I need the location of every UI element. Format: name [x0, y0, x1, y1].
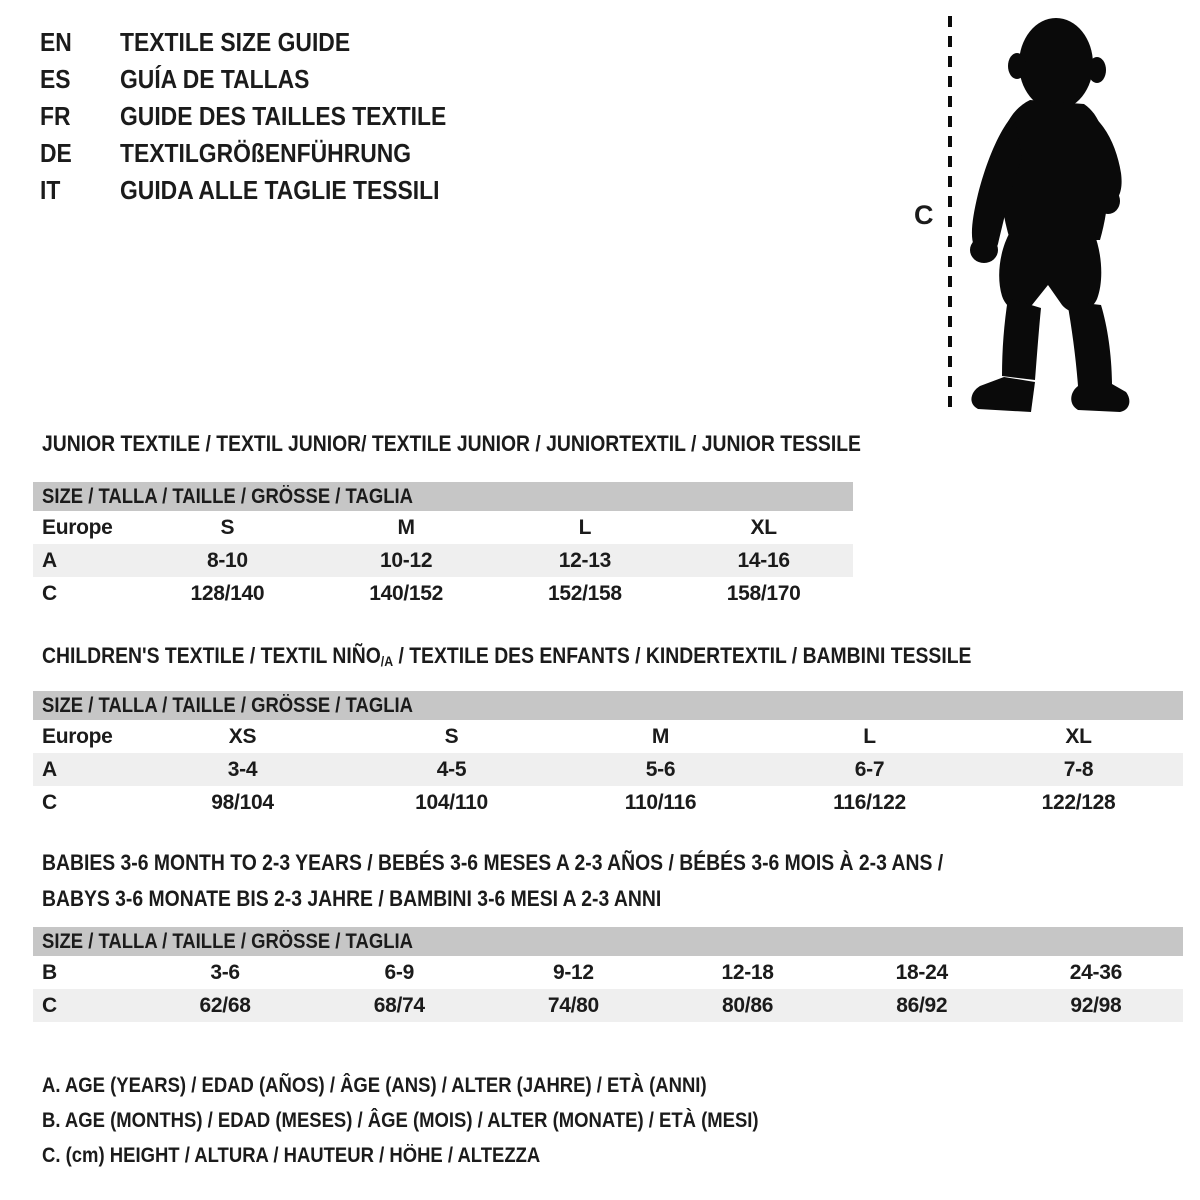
table-row — [33, 956, 1183, 989]
babies-size-table — [33, 927, 1183, 1022]
age-cell: 6-7 — [854, 757, 885, 781]
size-cell: L — [578, 515, 592, 539]
row-label: C — [42, 790, 57, 814]
legend — [42, 1068, 856, 1173]
legend-text: A. AGE (YEARS) / EDAD (AÑOS) / ÂGE (ANS) / ALTER (JAHRE) / ETÀ (ANNI) — [42, 1073, 707, 1097]
height-cell: 110/116 — [624, 790, 697, 814]
babies-section-title — [42, 845, 1066, 917]
legend-text: B. AGE (MONTHS) / EDAD (MESES) / ÂGE (MOIS) / ALTER (MONATE) / ETÀ (MESI) — [42, 1108, 759, 1132]
height-cell: 152/158 — [547, 581, 622, 605]
age-cell: 3-4 — [227, 757, 258, 781]
size-cell: XL — [1065, 724, 1092, 748]
toddler-silhouette-icon — [960, 14, 1136, 416]
legend-line-c — [42, 1138, 856, 1173]
junior-section-title-text: JUNIOR TEXTILE / TEXTIL JUNIOR/ TEXTILE JUNIOR / JUNIORTEXTIL / JUNIOR TESSILE — [42, 431, 861, 456]
size-cell: XS — [228, 724, 257, 748]
age-cell: 8-10 — [206, 548, 248, 572]
size-header-band — [33, 691, 1183, 720]
size-cell: M — [651, 724, 670, 748]
size-cell: L — [863, 724, 876, 748]
age-cell: 12-13 — [558, 548, 611, 572]
size-header-text: SIZE / TALLA / TAILLE / GRÖSSE / TAGLIA — [42, 693, 413, 717]
age-cell: 14-16 — [737, 548, 790, 572]
age-cell: 6-9 — [384, 960, 414, 984]
height-cell: 128/140 — [190, 581, 265, 605]
guide-title-en: TEXTILE SIZE GUIDE — [120, 27, 351, 57]
age-cell: 7-8 — [1063, 757, 1094, 781]
age-cell: 5-6 — [645, 757, 676, 781]
language-title-list — [40, 24, 491, 209]
language-code: DE — [40, 138, 72, 168]
row-label: C — [42, 993, 57, 1017]
legend-line-b — [42, 1103, 856, 1138]
age-cell: 12-18 — [721, 960, 774, 984]
size-header-text: SIZE / TALLA / TAILLE / GRÖSSE / TAGLIA — [42, 484, 413, 508]
size-header-text: SIZE / TALLA / TAILLE / GRÖSSE / TAGLIA — [42, 929, 413, 953]
guide-title-it: GUIDA ALLE TAGLIE TESSILI — [120, 175, 440, 205]
row-label: Europe — [42, 724, 113, 748]
title-part: CHILDREN'S TEXTILE / TEXTIL NIÑO — [42, 643, 381, 668]
size-header-band — [33, 927, 1183, 956]
babies-title-line1: BABIES 3-6 MONTH TO 2-3 YEARS / BEBÉS 3-6 MESES A 2-3 AÑOS / BÉBÉS 3-6 MOIS À 2-3 ANS / — [42, 850, 944, 875]
size-header-band — [33, 482, 853, 511]
height-cell: 122/128 — [1041, 790, 1116, 814]
guide-title-es: GUÍA DE TALLAS — [120, 64, 310, 94]
height-cell: 98/104 — [211, 790, 274, 814]
age-cell: 4-5 — [436, 757, 467, 781]
legend-text: C. (cm) HEIGHT / ALTURA / HAUTEUR / HÖHE / ALTEZZA — [42, 1143, 541, 1167]
size-cell: S — [444, 724, 459, 748]
height-cell: 116/122 — [833, 790, 906, 814]
height-measure-figure — [900, 0, 1200, 430]
junior-section-title — [42, 431, 973, 457]
table-row — [33, 577, 853, 610]
height-cell: 92/98 — [1070, 993, 1122, 1017]
legend-line-a — [42, 1068, 856, 1103]
size-cell: S — [220, 515, 235, 539]
table-row — [33, 786, 1183, 819]
guide-title-de: TEXTILGRÖßENFÜHRUNG — [120, 138, 412, 168]
babies-title-line2: BABYS 3-6 MONATE BIS 2-3 JAHRE / BAMBINI 3-6 MESI A 2-3 ANNI — [42, 886, 662, 911]
language-row-fr — [40, 98, 491, 135]
height-cell: 74/80 — [547, 993, 599, 1017]
height-cell: 62/68 — [199, 993, 251, 1017]
table-row — [33, 511, 853, 544]
size-cell: M — [397, 515, 415, 539]
age-cell: 18-24 — [895, 960, 948, 984]
height-cell: 68/74 — [373, 993, 425, 1017]
height-dashed-line-icon — [946, 16, 954, 416]
height-cell: 104/110 — [415, 790, 488, 814]
height-cell: 140/152 — [369, 581, 444, 605]
height-cell: 80/86 — [722, 993, 774, 1017]
table-row — [33, 544, 853, 577]
language-code: EN — [40, 27, 72, 57]
row-label: Europe — [42, 515, 113, 539]
height-measure-label: C — [914, 200, 934, 230]
language-code: IT — [40, 175, 61, 205]
age-cell: 3-6 — [210, 960, 240, 984]
table-row — [33, 720, 1183, 753]
title-subscript: /A — [380, 653, 394, 669]
row-label: A — [42, 548, 57, 572]
children-section-title — [42, 643, 1098, 674]
title-part: / TEXTILE DES ENFANTS / KINDERTEXTIL / BAMBINI TESSILE — [393, 643, 972, 668]
table-row — [33, 753, 1183, 786]
age-cell: 24-36 — [1069, 960, 1123, 984]
guide-title-fr: GUIDE DES TAILLES TEXTILE — [120, 101, 447, 131]
language-row-en — [40, 24, 491, 61]
language-row-es — [40, 61, 491, 98]
junior-size-table — [33, 482, 853, 610]
language-code: FR — [40, 101, 71, 131]
children-size-table — [33, 691, 1183, 819]
table-row — [33, 989, 1183, 1022]
row-label: A — [42, 757, 57, 781]
row-label: B — [42, 960, 57, 984]
row-label: C — [42, 581, 57, 605]
age-cell: 10-12 — [380, 548, 433, 572]
language-code: ES — [40, 64, 71, 94]
language-row-de — [40, 135, 491, 172]
height-cell: 158/170 — [726, 581, 801, 605]
children-section-title-text — [42, 643, 971, 674]
age-cell: 9-12 — [552, 960, 594, 984]
size-cell: XL — [750, 515, 777, 539]
height-cell: 86/92 — [896, 993, 948, 1017]
language-row-it — [40, 172, 491, 209]
